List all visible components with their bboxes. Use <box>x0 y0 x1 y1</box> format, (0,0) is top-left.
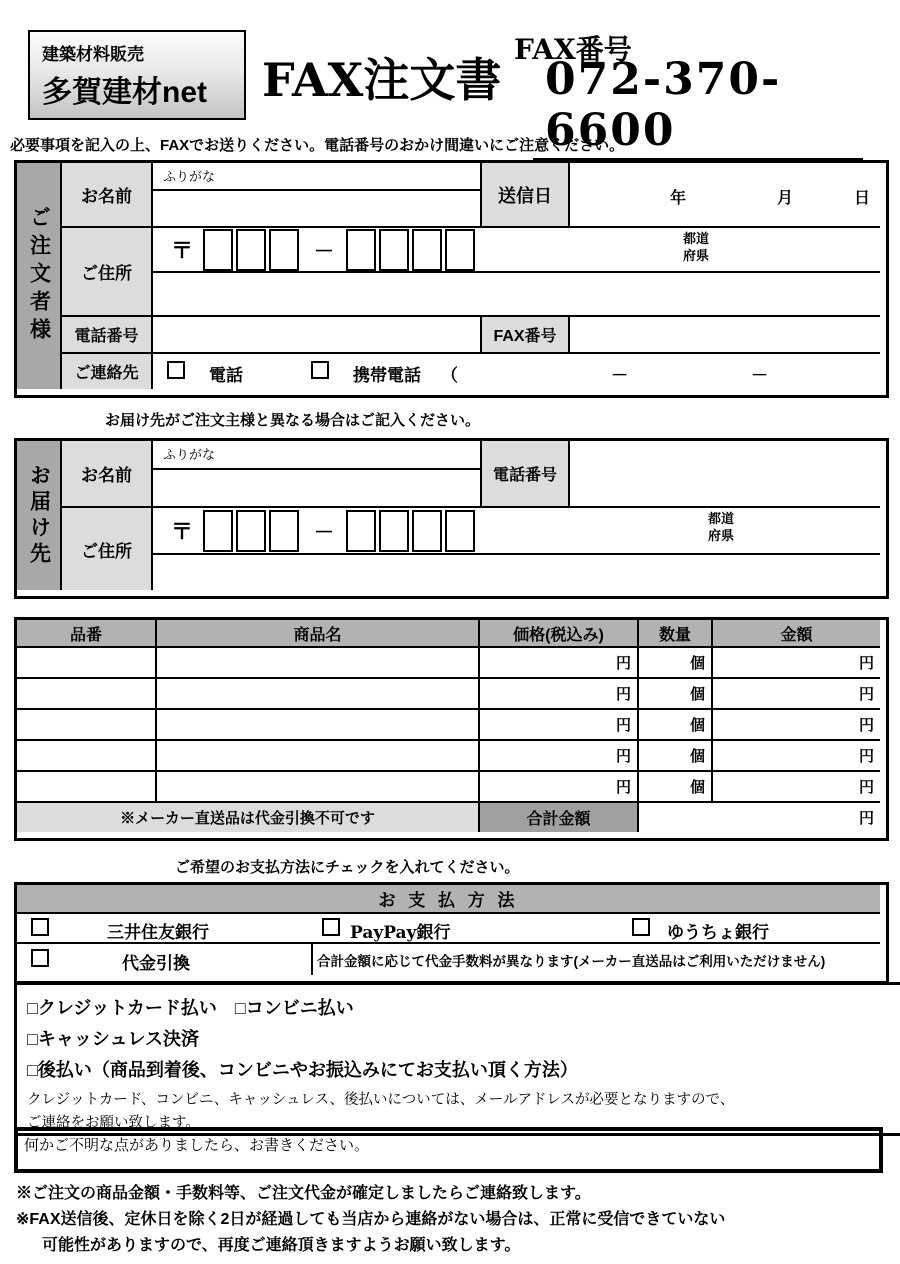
orderer-address-label: ご住所 <box>62 228 153 317</box>
delivery-name-label: お名前 <box>62 441 153 508</box>
price-cell[interactable]: 円 <box>480 710 639 741</box>
product-name-input[interactable] <box>157 710 480 741</box>
delivery-address-cell <box>153 508 880 590</box>
bank1-checkbox[interactable] <box>31 918 49 936</box>
delivery-address-label: ご住所 <box>62 508 153 590</box>
price-cell[interactable]: 円 <box>480 648 639 679</box>
payment-extra-box <box>14 982 900 1136</box>
postal-box[interactable] <box>346 510 376 552</box>
delivery-side-label: お届け先 <box>17 441 62 590</box>
postal-dash: － <box>314 241 335 263</box>
prefecture-line1: 都道 <box>708 511 735 526</box>
total-amount-cell[interactable]: 円 <box>858 810 874 827</box>
col-header-amount: 金額 <box>713 620 880 648</box>
col-header-product-name: 商品名 <box>157 620 480 648</box>
col-header-qty: 数量 <box>639 620 713 648</box>
amount-cell[interactable]: 円 <box>713 679 880 710</box>
payment-instruction: ご希望のお支払方法にチェックを入れてください。 <box>175 859 520 876</box>
col-header-price: 価格(税込み) <box>480 620 639 648</box>
qty-cell[interactable]: 個 <box>639 679 713 710</box>
item-no-input[interactable] <box>17 741 157 772</box>
prefecture-label <box>708 511 734 545</box>
contact-label: ご連絡先 <box>62 354 153 389</box>
postal-box[interactable] <box>203 510 233 552</box>
postal-box[interactable] <box>269 229 299 271</box>
delivery-name-cell <box>153 441 482 508</box>
price-cell[interactable]: 円 <box>480 679 639 710</box>
bank-options-row <box>17 914 880 944</box>
phone-checkbox[interactable] <box>167 361 185 379</box>
postal-box[interactable] <box>236 510 266 552</box>
payment-extra-note1: クレジットカード、コンビニ、キャッシュレス、後払いについては、メールアドレスが必要となりますので、 <box>27 1092 735 1108</box>
cod-note-cell <box>313 944 880 975</box>
question-box[interactable] <box>14 1127 883 1173</box>
cod-label: 代金引換 <box>122 954 190 973</box>
delivery-instruction: お届け先がご注文主様と異なる場合はご記入ください。 <box>105 412 481 429</box>
credit-conbini-option[interactable]: □クレジットカード払い □コンビニ払い <box>27 998 354 1018</box>
qty-cell[interactable]: 個 <box>639 648 713 679</box>
item-no-input[interactable] <box>17 679 157 710</box>
footer-note2: ※FAX送信後、定休日を除く2日が経過しても当店から連絡がない場合は、正常に受信できていない <box>16 1211 726 1228</box>
payment-title: お 支 払 方 法 <box>17 885 880 914</box>
product-name-input[interactable] <box>157 648 480 679</box>
delivery-address-input[interactable] <box>153 555 880 590</box>
postal-box[interactable] <box>412 229 442 271</box>
amount-cell[interactable]: 円 <box>713 772 880 803</box>
price-cell[interactable]: 円 <box>480 772 639 803</box>
bank3-label: ゆうちょ銀行 <box>667 923 769 942</box>
postal-box[interactable] <box>412 510 442 552</box>
date-day-label: 日 <box>853 190 870 207</box>
bank1-label: 三井住友銀行 <box>107 923 209 942</box>
orderer-phone-input[interactable] <box>153 317 482 354</box>
delivery-phone-input[interactable] <box>570 441 880 508</box>
postal-box[interactable] <box>203 229 233 271</box>
contact-cell <box>153 354 880 389</box>
orderer-name-input[interactable] <box>153 191 480 229</box>
orderer-side-label: ご注文者様 <box>17 163 62 389</box>
postal-mark: 〒 <box>171 519 194 544</box>
postal-box[interactable] <box>445 229 475 271</box>
bank3-checkbox[interactable] <box>632 918 650 936</box>
item-no-input[interactable] <box>17 772 157 803</box>
form-instruction: 必要事項を記入の上、FAXでお送りください。電話番号のおかけ間違いにご注意ください。 <box>10 137 625 154</box>
delivery-postal-row[interactable] <box>153 508 880 555</box>
direct-ship-note: ※メーカー直送品は代金引換不可です <box>17 803 480 832</box>
orderer-postal-row[interactable] <box>153 228 880 273</box>
orderer-furigana-label: ふりがな <box>153 163 480 191</box>
orderer-fax-label: FAX番号 <box>482 317 570 354</box>
delivery-name-input[interactable] <box>153 470 480 509</box>
postal-dash: － <box>314 522 335 544</box>
logo-line2: 多賀建材net <box>42 76 207 109</box>
orderer-table <box>14 160 889 398</box>
orderer-address-cell <box>153 228 880 317</box>
delivery-table <box>14 438 889 599</box>
amount-cell[interactable]: 円 <box>713 710 880 741</box>
item-no-input[interactable] <box>17 648 157 679</box>
contact-mobile-label: 携帯電話 <box>353 366 421 385</box>
atobarai-option[interactable]: □後払い（商品到着後、コンビニやお振込みにてお支払い頂く方法） <box>27 1060 578 1080</box>
contact-dash1: － <box>611 366 628 385</box>
orderer-name-cell <box>153 163 482 228</box>
amount-cell[interactable]: 円 <box>713 648 880 679</box>
orderer-fax-input[interactable] <box>570 317 880 354</box>
postal-mark: 〒 <box>171 238 194 263</box>
amount-cell[interactable]: 円 <box>713 741 880 772</box>
prefecture-line2: 府県 <box>708 527 735 543</box>
qty-cell[interactable]: 個 <box>639 772 713 803</box>
delivery-phone-label: 電話番号 <box>482 441 570 508</box>
mobile-checkbox[interactable] <box>311 361 329 379</box>
orderer-name-label: お名前 <box>62 163 153 228</box>
date-year-label: 年 <box>670 190 687 207</box>
product-table <box>14 617 889 841</box>
payment-table <box>14 882 889 984</box>
cod-checkbox[interactable] <box>31 949 49 967</box>
product-name-input[interactable] <box>157 741 480 772</box>
postal-box[interactable] <box>236 229 266 271</box>
payment-extra-note2: ご連絡をお願い致します。 <box>27 1115 200 1131</box>
paren-mark: （ <box>441 366 458 385</box>
postal-box[interactable] <box>445 510 475 552</box>
postal-box[interactable] <box>379 229 409 271</box>
form-title: FAX注文書 <box>262 53 502 107</box>
footer-note3: 可能性がありますので、再度ご連絡頂きますようお願い致します。 <box>42 1237 521 1254</box>
qty-cell[interactable]: 個 <box>639 710 713 741</box>
cod-note: 合計金額に応じて代金手数料が異なります(メーカー直送品はご利用いただけません) <box>317 953 826 969</box>
fax-number-label: FAX番号 <box>514 33 632 66</box>
product-name-input[interactable] <box>157 772 480 803</box>
prefecture-line1: 都道 <box>683 231 710 246</box>
contact-phone-label: 電話 <box>209 366 243 385</box>
send-date-label: 送信日 <box>482 163 570 228</box>
orderer-phone-label: 電話番号 <box>62 317 153 354</box>
prefecture-label <box>683 231 709 265</box>
footer-note1: ※ご注文の商品金額・手数料等、ご注文代金が確定しましたらご連絡致します。 <box>16 1185 591 1202</box>
product-name-input[interactable] <box>157 679 480 710</box>
delivery-furigana-label: ふりがな <box>153 441 480 470</box>
total-label: 合計金額 <box>480 803 639 832</box>
send-date-cell[interactable] <box>570 163 880 228</box>
fax-number: 072-370-6600 <box>533 54 863 163</box>
contact-dash2: － <box>751 366 768 385</box>
logo-line1: 建築材料販売 <box>42 45 144 64</box>
price-cell[interactable]: 円 <box>480 741 639 772</box>
date-month-label: 月 <box>777 190 794 207</box>
shop-logo <box>28 30 246 120</box>
postal-box[interactable] <box>346 229 376 271</box>
postal-box[interactable] <box>269 510 299 552</box>
question-box-label: 何かご不明な点がありましたら、お書きください。 <box>24 1136 370 1154</box>
cod-cell <box>17 944 313 975</box>
postal-box[interactable] <box>379 510 409 552</box>
col-header-item-no: 品番 <box>17 620 157 648</box>
bank2-label: PayPay銀行 <box>350 923 451 943</box>
orderer-address-input[interactable] <box>153 273 880 315</box>
cashless-option[interactable]: □キャッシュレス決済 <box>27 1029 199 1049</box>
prefecture-line2: 府県 <box>683 247 710 263</box>
bank2-checkbox[interactable] <box>322 918 340 936</box>
qty-cell[interactable]: 個 <box>639 741 713 772</box>
item-no-input[interactable] <box>17 710 157 741</box>
